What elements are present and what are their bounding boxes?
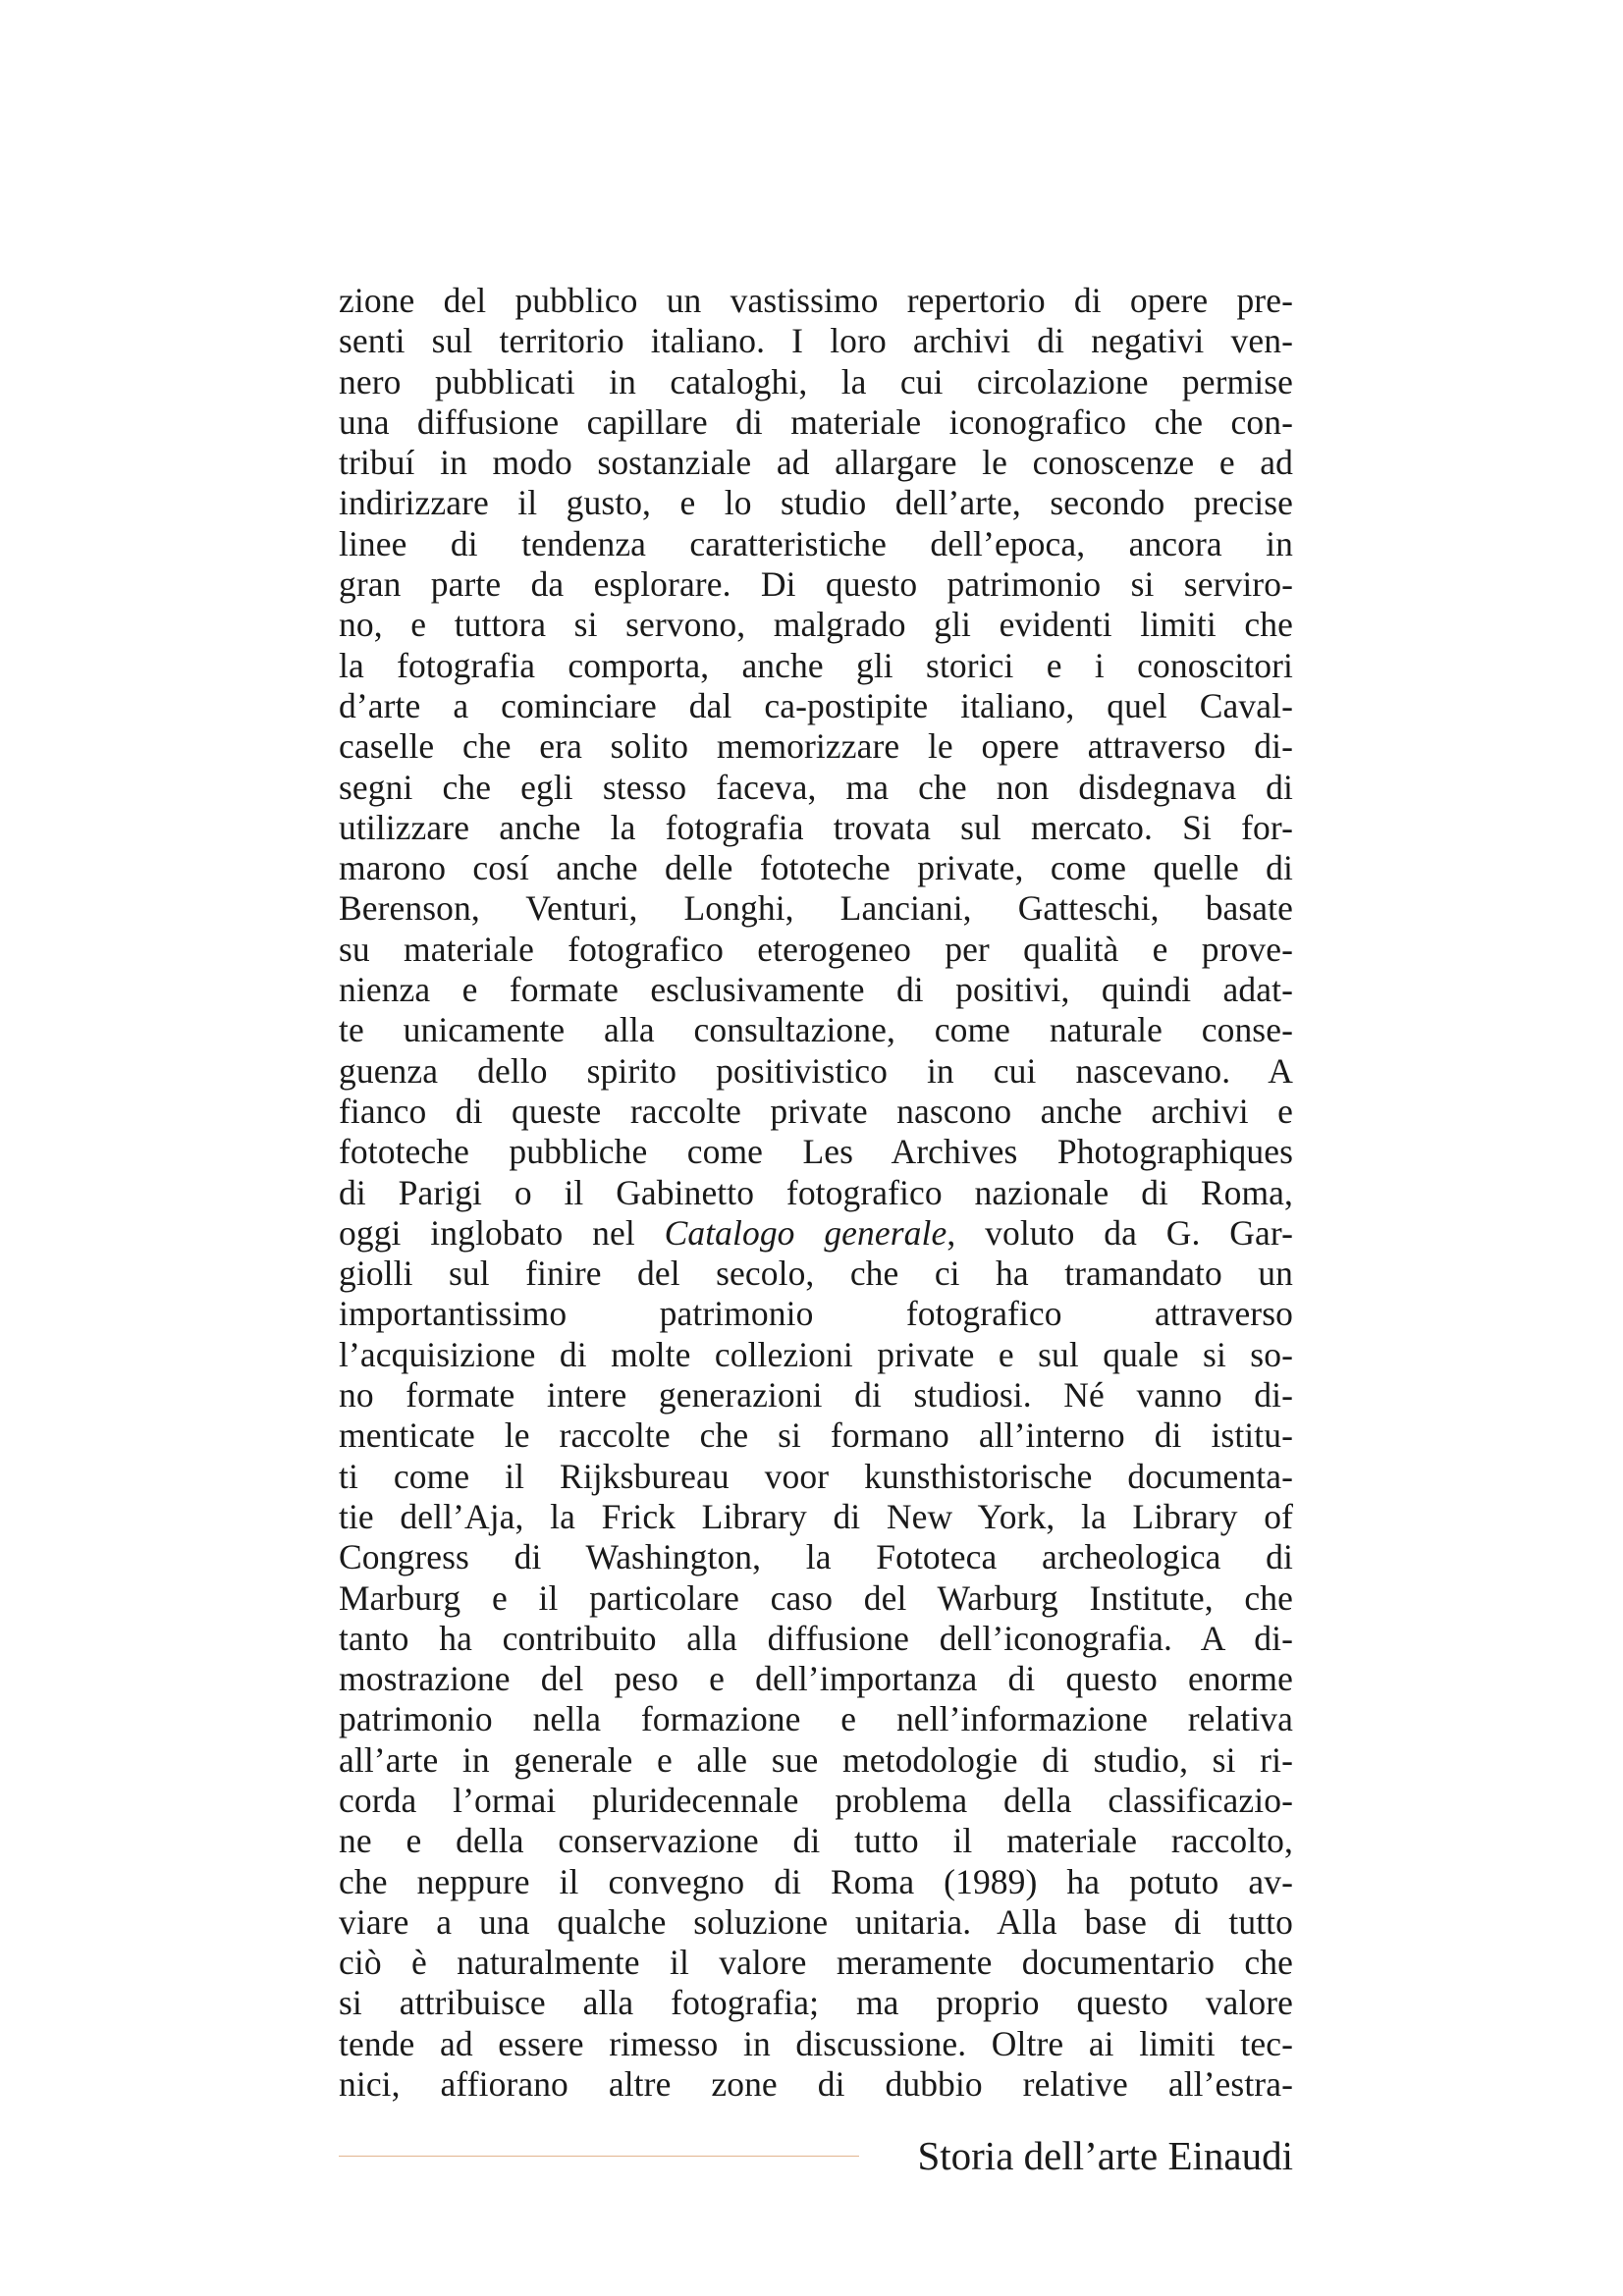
text-line: la fotografia comporta, anche gli storici e i conoscitori [339, 645, 1293, 685]
text-line: ti come il Rijksbureau voor kunsthistorische documenta- [339, 1456, 1293, 1496]
text-line: tende ad essere rimesso in discussione. Oltre ai limiti tec- [339, 2023, 1293, 2063]
text-line: Marburg e il particolare caso del Warburg Institute, che [339, 1577, 1293, 1618]
text-line: zione del pubblico un vastissimo repertorio di opere pre- [339, 281, 1293, 320]
text-line: giolli sul finire del secolo, che ci ha tramandato un [339, 1254, 1293, 1294]
text-line: senti sul territorio italiano. I loro archivi di negativi ven- [339, 321, 1293, 361]
text-line: fianco di queste raccolte private nascono anche archivi e [339, 1091, 1293, 1131]
text-line: marono cosí anche delle fototeche private, come quelle di [339, 848, 1293, 888]
text-line: segni che egli stesso faceva, ma che non disdegnava di [339, 767, 1293, 807]
footer-rule [339, 2156, 859, 2157]
body-text [339, 281, 1293, 2105]
text-line: te unicamente alla consultazione, come naturale conse- [339, 1010, 1293, 1050]
catalog-title-italic: Catalogo generale [664, 1212, 947, 1253]
text-line: che neppure il convegno di Roma (1989) ha potuto av- [339, 1861, 1293, 1901]
text-line: no formate intere generazioni di studiosi. Né vanno di- [339, 1375, 1293, 1415]
text-line: Berenson, Venturi, Longhi, Lanciani, Gatteschi, basate [339, 888, 1293, 929]
text-line: tanto ha contribuito alla diffusione dell’iconografia. A di- [339, 1618, 1293, 1658]
text-line: nici, affiorano altre zone di dubbio relative all’estra- [339, 2064, 1293, 2105]
text-line: indirizzare il gusto, e lo studio dell’arte, secondo precise [339, 483, 1293, 523]
text-line: viare a una qualche soluzione unitaria. Alla base di tutto [339, 1901, 1293, 1942]
text-line: tie dell’Aja, la Frick Library di New York, la Library of [339, 1496, 1293, 1536]
text-line: all’arte in generale e alle sue metodologie di studio, si ri- [339, 1739, 1293, 1780]
text-line: caselle che era solito memorizzare le opere attraverso di- [339, 726, 1293, 767]
text-line: importantissimo patrimonio fotografico attraverso [339, 1294, 1293, 1334]
text-line: fototeche pubbliche come Les Archives Photographiques [339, 1132, 1293, 1172]
text-line: d’arte a cominciare dal ca-postipite italiano, quel Caval- [339, 685, 1293, 725]
text-line: su materiale fotografico eterogeneo per qualità e prove- [339, 929, 1293, 969]
text-line: tribuí in modo sostanziale ad allargare le conoscenze e ad [339, 443, 1293, 483]
text-line: di Parigi o il Gabinetto fotografico nazionale di Roma, [339, 1172, 1293, 1212]
text-line: guenza dello spirito positivistico in cui nascevano. A [339, 1050, 1293, 1091]
footer-book-title: Storia dell’arte Einaudi [917, 2133, 1293, 2178]
text-line: oggi inglobato nel Catalogo generale, voluto da G. Gar- [339, 1212, 1293, 1253]
text-line: corda l’ormai pluridecennale problema della classificazio- [339, 1780, 1293, 1820]
text-line: si attribuisce alla fotografia; ma proprio questo valore [339, 1983, 1293, 2023]
text-line: ciò è naturalmente il valore meramente documentario che [339, 1943, 1293, 1983]
text-line: linee di tendenza caratteristiche dell’epoca, ancora in [339, 523, 1293, 563]
text-line: utilizzare anche la fotografia trovata sul mercato. Si for- [339, 807, 1293, 847]
page-footer [339, 2132, 1293, 2181]
text-line: ne e della conservazione di tutto il materiale raccolto, [339, 1821, 1293, 1861]
text-line: una diffusione capillare di materiale iconografico che con- [339, 401, 1293, 442]
text-line: Congress di Washington, la Fototeca archeologica di [339, 1537, 1293, 1577]
text-line: l’acquisizione di molte collezioni private e sul quale si so- [339, 1334, 1293, 1374]
text-line: mostrazione del peso e dell’importanza di questo enorme [339, 1659, 1293, 1699]
text-line: patrimonio nella formazione e nell’informazione relativa [339, 1699, 1293, 1739]
text-line: menticate le raccolte che si formano all’interno di istitu- [339, 1415, 1293, 1456]
text-line: nero pubblicati in cataloghi, la cui circolazione permise [339, 361, 1293, 401]
text-line: gran parte da esplorare. Di questo patrimonio si serviro- [339, 564, 1293, 605]
text-line: nienza e formate esclusivamente di positivi, quindi adat- [339, 970, 1293, 1010]
text-line: no, e tuttora si servono, malgrado gli evidenti limiti che [339, 605, 1293, 645]
